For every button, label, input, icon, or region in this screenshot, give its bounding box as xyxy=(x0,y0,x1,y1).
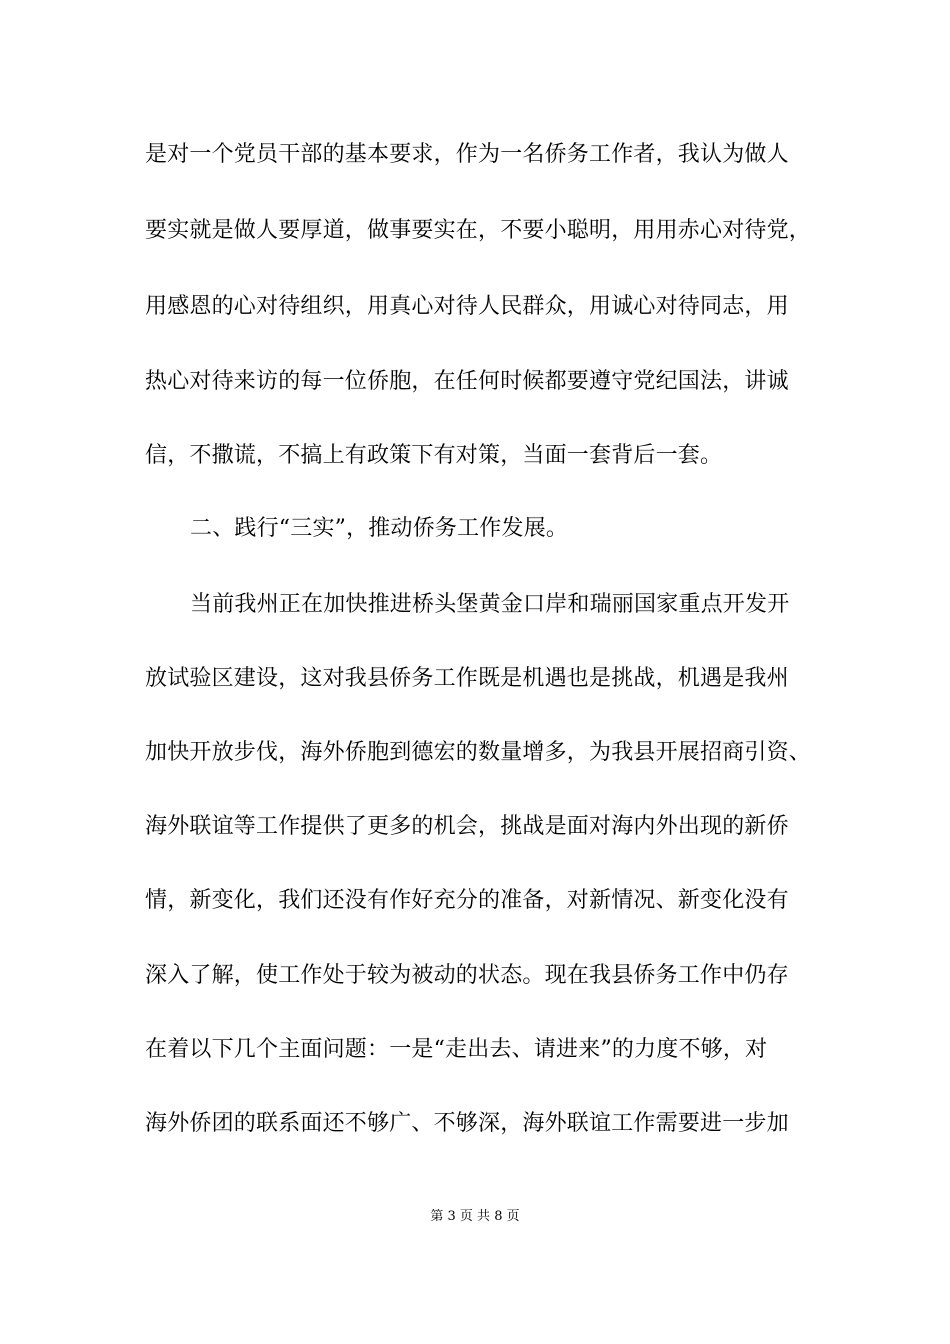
paragraph-line: 情，新变化，我们还没有作好充分的准备，对新情况、新变化没有 xyxy=(145,888,789,913)
paragraph-line: 要实就是做人要厚道，做事要实在，不要小聪明，用用赤心对待党， xyxy=(145,218,812,243)
paragraph-line: 深入了解，使工作处于较为被动的状态。现在我县侨务工作中仍存 xyxy=(145,963,789,988)
paragraph-line: 放试验区建设，这对我县侨务工作既是机遇也是挑战，机遇是我州 xyxy=(145,666,789,691)
paragraph-line: 当前我州正在加快推进桥头堡黄金口岸和瑞丽国家重点开发开 xyxy=(190,592,790,617)
page-number-footer: 第 3 页 共 8 页 xyxy=(430,1209,520,1224)
paragraph-line: 海外侨团的联系面还不够广、不够深，海外联谊工作需要进一步加 xyxy=(145,1111,789,1136)
paragraph-line: 用感恩的心对待组织，用真心对待人民群众，用诚心对待同志，用 xyxy=(145,294,789,319)
paragraph-line: 在着以下几个主面问题：一是“走出去、请进来”的力度不够，对 xyxy=(145,1037,768,1062)
paragraph-line: 加快开放步伐，海外侨胞到德宏的数量增多，为我县开展招商引资、 xyxy=(145,740,812,765)
paragraph-line: 热心对待来访的每一位侨胞，在任何时候都要遵守党纪国法，讲诚 xyxy=(145,369,789,394)
paragraph-line: 信，不撒谎，不搞上有政策下有对策，当面一套背后一套。 xyxy=(145,443,723,468)
paragraph-line: 海外联谊等工作提供了更多的机会，挑战是面对海内外出现的新侨 xyxy=(145,814,789,839)
section-heading: 二、践行“三实”，推动侨务工作发展。 xyxy=(190,516,569,541)
paragraph-line: 是对一个党员干部的基本要求，作为一名侨务工作者，我认为做人 xyxy=(145,142,789,167)
